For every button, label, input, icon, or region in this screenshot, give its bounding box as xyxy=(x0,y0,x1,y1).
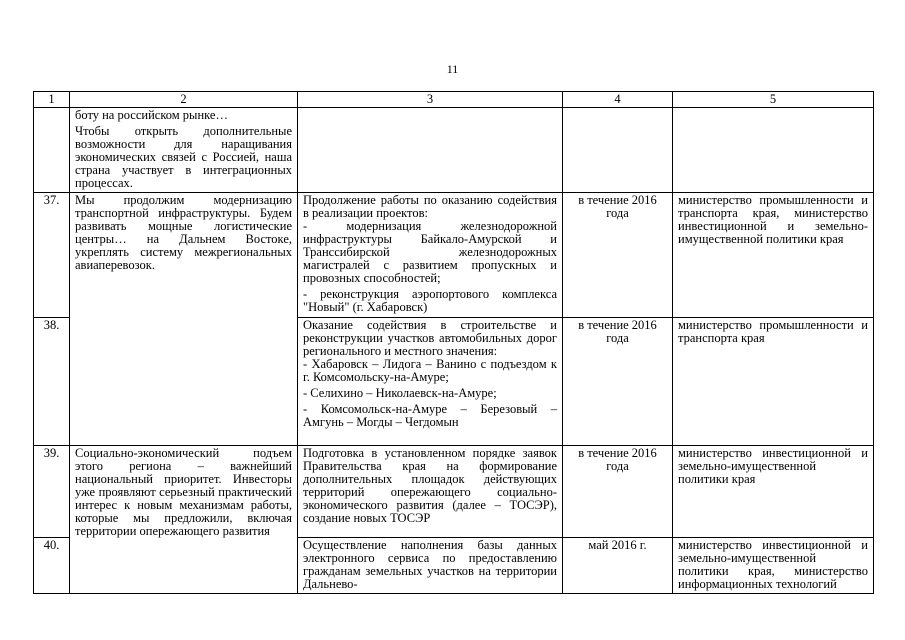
measure-cell xyxy=(298,318,563,446)
header-cell: 2 xyxy=(70,92,298,108)
row-number-cell xyxy=(34,108,70,193)
measure-item: - модернизация железнодорожной инфраструктуры Байкало-Амурской и Транссибирской железнодорожных магистралей с развитием пропускных и провозных способностей; xyxy=(303,219,557,285)
plan-table xyxy=(33,91,874,594)
row-number-cell: 39. xyxy=(34,446,70,538)
event-text: Чтобы открыть дополнительные возможности для наращивания экономических связей с Россией, наша страна участвует в интеграционных процессах. xyxy=(75,124,292,190)
measure-cell xyxy=(298,193,563,318)
deadline-cell xyxy=(563,108,673,193)
responsible-cell: министерство промышленности и транспорта края xyxy=(673,318,874,446)
measure-cell xyxy=(298,538,563,594)
measure-item: - реконструкция аэропортового комплекса "Новый" (г. Хабаровск) xyxy=(303,287,557,314)
measure-text: Продолжение работы по оказанию содействия в реализации проектов: xyxy=(303,193,557,220)
header-cell: 3 xyxy=(298,92,563,108)
measure-text: Осуществление наполнения базы данных электронного сервиса по предоставлению гражданам земельных участков на территории Дальнево- xyxy=(303,538,557,591)
row-number-cell: 40. xyxy=(34,538,70,594)
table-row xyxy=(34,108,874,193)
measure-item: - Селихино – Николаевск-на-Амуре; xyxy=(303,386,497,400)
responsible-cell: министерство инвестиционной и земельно-имущественной политики края xyxy=(673,446,874,538)
header-cell: 4 xyxy=(563,92,673,108)
deadline-cell: в течение 2016 года xyxy=(563,318,673,446)
header-cell: 5 xyxy=(673,92,874,108)
header-cell: 1 xyxy=(34,92,70,108)
measure-item: - Комсомольск-на-Амуре – Березовый – Амгунь – Могды – Чегдомын xyxy=(303,402,557,429)
responsible-cell xyxy=(673,108,874,193)
event-text-cell xyxy=(70,446,298,594)
event-text-cell xyxy=(70,108,298,193)
event-text: боту на российском рынке… xyxy=(75,108,228,122)
deadline-cell: май 2016 г. xyxy=(563,538,673,594)
row-number-cell: 38. xyxy=(34,318,70,446)
table-header-row xyxy=(34,92,874,108)
event-text-cell xyxy=(70,193,298,446)
event-text: Социально-экономический подъем этого региона – важнейший национальный приоритет. Инвесторы уже проявляют серьезный практический интерес к новым механизмам работы, которые мы предложили, включая территории опережающего развития xyxy=(75,446,292,538)
page-number: 11 xyxy=(446,62,459,76)
measure-item: - Хабаровск – Лидога – Ванино с подъездом к г. Комсомольску-на-Амуре; xyxy=(303,357,557,384)
row-number-cell: 37. xyxy=(34,193,70,318)
deadline-cell: в течение 2016 года xyxy=(563,446,673,538)
event-text: Мы продолжим модернизацию транспортной инфраструктуры. Будем развивать мощные логистические центры… на Дальнем Востоке, укреплять систему межрегиональных авиаперевозок. xyxy=(75,193,292,272)
responsible-cell: министерство инвестиционной и земельно-имущественной политики края, министерство информационных технологий xyxy=(673,538,874,594)
measure-cell xyxy=(298,108,563,193)
table-row xyxy=(34,446,874,538)
measure-text: Оказание содействия в строительстве и реконструкции участков автомобильных дорог регионального и местного значения: xyxy=(303,318,557,358)
responsible-cell: министерство промышленности и транспорта края, министерство инвестиционной и земельно-имущественной политики края xyxy=(673,193,874,318)
deadline-cell: в течение 2016 года xyxy=(563,193,673,318)
measure-cell xyxy=(298,446,563,538)
measure-text: Подготовка в установленном порядке заявок Правительства края на формирование дополнительных площадок действующих территорий опережающего социально-экономического развития (далее – ТОСЭР), создание новых ТОСЭР xyxy=(303,446,557,525)
table-row xyxy=(34,193,874,318)
